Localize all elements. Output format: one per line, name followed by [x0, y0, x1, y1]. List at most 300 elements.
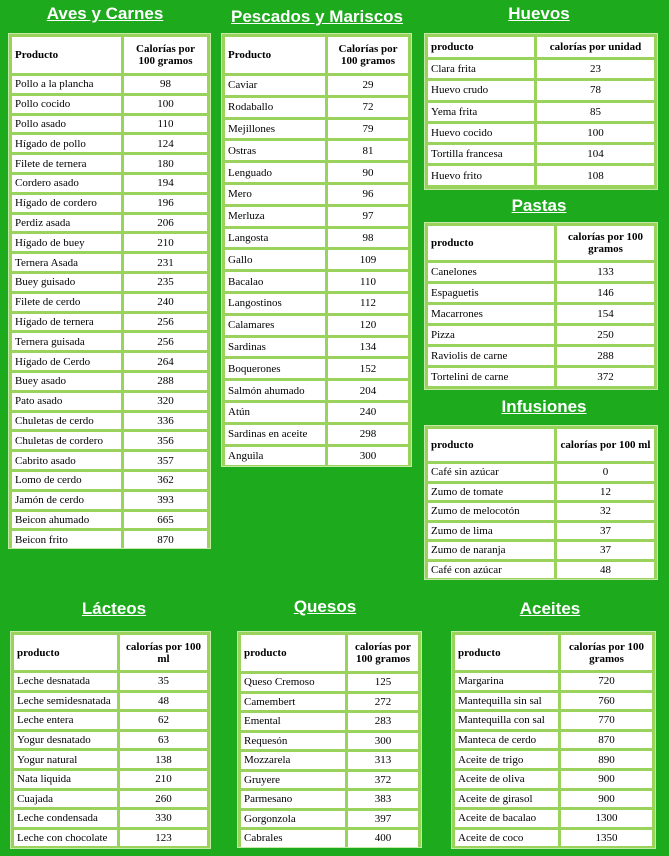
product-name: Camembert [241, 694, 345, 711]
table-header-row [428, 37, 654, 57]
table-row [225, 272, 408, 291]
table-row [225, 338, 408, 357]
product-name: Aceite de coco [455, 830, 558, 847]
table-header-row [428, 429, 654, 461]
calorie-value: 0 [557, 464, 654, 481]
calorie-value: 393 [124, 492, 207, 509]
product-name: Gallo [225, 250, 325, 269]
calorie-table-lacteos [11, 632, 210, 849]
calorie-value: 32 [557, 503, 654, 520]
header-product: Producto [12, 37, 121, 73]
calorie-value: 62 [120, 712, 207, 729]
table-row [225, 207, 408, 226]
product-name: Canelones [428, 263, 554, 281]
calorie-value: 78 [537, 81, 654, 99]
product-name: Buey asado [12, 373, 121, 390]
product-name: Merluza [225, 207, 325, 226]
calorie-value: 770 [561, 712, 652, 729]
table-panel-quesos [237, 631, 422, 848]
header-calories: calorías por 100 ml [120, 635, 207, 670]
product-name: Nata liquida [14, 771, 117, 788]
table-row [225, 163, 408, 182]
table-row [428, 166, 654, 184]
table-panel-aceites [451, 631, 656, 849]
product-name: Mejillones [225, 120, 325, 139]
product-name: Lenguado [225, 163, 325, 182]
product-name: Zumo de tomate [428, 484, 554, 501]
table-row [14, 771, 207, 788]
table-row [225, 141, 408, 160]
table-row [225, 447, 408, 466]
header-product: producto [241, 635, 345, 671]
calorie-value: 154 [557, 305, 654, 323]
calorie-value: 210 [120, 771, 207, 788]
product-name: Zumo de naranja [428, 542, 554, 559]
table-header-row [12, 37, 207, 73]
table-row [241, 713, 418, 730]
table-row [12, 413, 207, 430]
calorie-table-huevos [425, 34, 657, 188]
calorie-value: 283 [348, 713, 418, 730]
table-row [428, 503, 654, 520]
header-product: producto [14, 635, 117, 670]
product-name: Hígado de Cerdo [12, 353, 121, 370]
product-name: Queso Cremoso [241, 674, 345, 691]
table-row [428, 347, 654, 365]
table-row [12, 393, 207, 410]
product-name: Aceite de trigo [455, 751, 558, 768]
table-row [241, 772, 418, 789]
table-row [428, 305, 654, 323]
calorie-value: 900 [561, 791, 652, 808]
calorie-table-aves [9, 34, 210, 551]
section-title-infusiones: Infusiones [501, 397, 587, 416]
calorie-value: 37 [557, 542, 654, 559]
product-name: Mero [225, 185, 325, 204]
calorie-value: 100 [124, 96, 207, 113]
table-row [225, 76, 408, 95]
table-row [455, 673, 652, 690]
table-header-row [241, 635, 418, 671]
product-name: Cuajada [14, 791, 117, 808]
calorie-value: 400 [348, 830, 418, 847]
calorie-value: 112 [328, 294, 408, 313]
product-name: Zumo de lima [428, 523, 554, 540]
product-name: Rodaballo [225, 98, 325, 117]
product-name: Manteca de cerdo [455, 732, 558, 749]
calorie-value: 240 [124, 294, 207, 311]
header-calories: calorías por 100 ml [557, 429, 654, 461]
calorie-value: 79 [328, 120, 408, 139]
calorie-value: 134 [328, 338, 408, 357]
table-row [455, 732, 652, 749]
calorie-value: 300 [328, 447, 408, 466]
product-name: Anguila [225, 447, 325, 466]
table-row [225, 359, 408, 378]
section-title-aceites: Aceites [519, 599, 581, 618]
table-row [12, 353, 207, 370]
product-name: Gruyere [241, 772, 345, 789]
table-row [14, 673, 207, 690]
calorie-value: 104 [537, 145, 654, 163]
product-name: Gorgonzola [241, 811, 345, 828]
calorie-value: 313 [348, 752, 418, 769]
product-name: Perdiz asada [12, 215, 121, 232]
calorie-value: 256 [124, 333, 207, 350]
calorie-value: 23 [537, 60, 654, 78]
table-row [12, 76, 207, 93]
product-name: Yogur natural [14, 751, 117, 768]
product-name: Langostinos [225, 294, 325, 313]
section-title-pescados: Pescados y Mariscos [231, 7, 403, 26]
table-row [428, 464, 654, 481]
product-name: Leche semidesnatada [14, 693, 117, 710]
table-row [241, 752, 418, 769]
product-name: Pollo a la plancha [12, 76, 121, 93]
product-name: Leche con chocolate [14, 830, 117, 847]
table-row [455, 791, 652, 808]
header-product: producto [428, 37, 534, 57]
calorie-value: 180 [124, 155, 207, 172]
header-calories: Calorías por 100 gramos [124, 37, 207, 73]
table-header-row [14, 635, 207, 670]
product-name: Lomo de cerdo [12, 472, 121, 489]
table-row [12, 373, 207, 390]
product-name: Chuletas de cerdo [12, 413, 121, 430]
calorie-value: 300 [348, 733, 418, 750]
product-name: Beicon frito [12, 531, 121, 548]
table-row [428, 368, 654, 386]
calorie-table-pescados [222, 34, 411, 468]
calorie-value: 48 [120, 693, 207, 710]
section-title-huevos: Huevos [508, 4, 570, 23]
calorie-value: 900 [561, 771, 652, 788]
product-name: Raviolis de carne [428, 347, 554, 365]
header-product: Producto [225, 37, 325, 73]
product-name: Pollo cocido [12, 96, 121, 113]
product-name: Cabrito asado [12, 452, 121, 469]
calorie-table-quesos [238, 632, 421, 850]
table-header-row [428, 226, 654, 260]
table-row [14, 751, 207, 768]
product-name: Pato asado [12, 393, 121, 410]
table-row [12, 314, 207, 331]
calorie-value: 72 [328, 98, 408, 117]
calorie-value: 100 [537, 124, 654, 142]
calorie-value: 108 [537, 166, 654, 184]
product-name: Hígado de ternera [12, 314, 121, 331]
header-calories: Calorías por 100 gramos [328, 37, 408, 73]
section-title-lacteos: Lácteos [81, 599, 147, 618]
table-row [225, 381, 408, 400]
calorie-value: 870 [561, 732, 652, 749]
table-row [12, 472, 207, 489]
product-name: Beicon ahumado [12, 512, 121, 529]
table-row [225, 425, 408, 444]
product-name: Requesón [241, 733, 345, 750]
table-row [12, 195, 207, 212]
product-name: Atún [225, 403, 325, 422]
table-row [12, 492, 207, 509]
table-row [14, 810, 207, 827]
header-product: producto [455, 635, 558, 670]
calorie-value: 98 [328, 229, 408, 248]
table-row [12, 155, 207, 172]
product-name: Tortilla francesa [428, 145, 534, 163]
table-header-row [455, 635, 652, 670]
product-name: Espaguetis [428, 284, 554, 302]
calorie-value: 48 [557, 562, 654, 579]
table-row [241, 811, 418, 828]
table-row [12, 116, 207, 133]
calorie-value: 357 [124, 452, 207, 469]
table-row [12, 432, 207, 449]
calorie-value: 146 [557, 284, 654, 302]
table-row [428, 562, 654, 579]
table-row [12, 135, 207, 152]
product-name: Pizza [428, 326, 554, 344]
table-row [428, 81, 654, 99]
product-name: Bacalao [225, 272, 325, 291]
calorie-value: 372 [557, 368, 654, 386]
calorie-value: 665 [124, 512, 207, 529]
calorie-value: 362 [124, 472, 207, 489]
table-row [12, 175, 207, 192]
product-name: Parmesano [241, 791, 345, 808]
table-row [455, 693, 652, 710]
calorie-value: 890 [561, 751, 652, 768]
calorie-value: 210 [124, 234, 207, 251]
product-name: Leche entera [14, 712, 117, 729]
calorie-value: 133 [557, 263, 654, 281]
calorie-value: 196 [124, 195, 207, 212]
header-product: producto [428, 226, 554, 260]
product-name: Jamón de cerdo [12, 492, 121, 509]
calorie-value: 204 [328, 381, 408, 400]
table-row [12, 96, 207, 113]
table-row [455, 712, 652, 729]
calorie-value: 235 [124, 274, 207, 291]
product-name: Sardinas [225, 338, 325, 357]
calorie-value: 720 [561, 673, 652, 690]
header-calories: calorías por 100 gramos [557, 226, 654, 260]
calorie-value: 98 [124, 76, 207, 93]
product-name: Ostras [225, 141, 325, 160]
table-row [455, 751, 652, 768]
table-row [428, 145, 654, 163]
calorie-value: 256 [124, 314, 207, 331]
product-name: Sardinas en aceite [225, 425, 325, 444]
table-row [225, 185, 408, 204]
calorie-value: 85 [537, 103, 654, 121]
calorie-value: 397 [348, 811, 418, 828]
header-calories: calorías por unidad [537, 37, 654, 57]
product-name: Salmón ahumado [225, 381, 325, 400]
table-row [455, 810, 652, 827]
product-name: Emental [241, 713, 345, 730]
table-row [12, 512, 207, 529]
table-row [428, 284, 654, 302]
table-row [12, 333, 207, 350]
product-name: Café sin azúcar [428, 464, 554, 481]
product-name: Langosta [225, 229, 325, 248]
product-name: Huevo cocido [428, 124, 534, 142]
product-name: Aceite de bacalao [455, 810, 558, 827]
calorie-value: 288 [124, 373, 207, 390]
calorie-value: 1350 [561, 830, 652, 847]
table-row [428, 103, 654, 121]
product-name: Cordero asado [12, 175, 121, 192]
product-name: Mozzarela [241, 752, 345, 769]
product-name: Aceite de girasol [455, 791, 558, 808]
table-row [14, 693, 207, 710]
calorie-value: 240 [328, 403, 408, 422]
product-name: Buey guisado [12, 274, 121, 291]
product-name: Cabrales [241, 830, 345, 847]
table-row [428, 523, 654, 540]
product-name: Filete de cerdo [12, 294, 121, 311]
product-name: Yema frita [428, 103, 534, 121]
product-name: Tortelini de carne [428, 368, 554, 386]
product-name: Boquerones [225, 359, 325, 378]
table-row [428, 326, 654, 344]
product-name: Zumo de melocotón [428, 503, 554, 520]
product-name: Chuletas de cordero [12, 432, 121, 449]
calorie-value: 320 [124, 393, 207, 410]
table-row [225, 316, 408, 335]
section-title-quesos: Quesos [293, 597, 357, 616]
product-name: Margarina [455, 673, 558, 690]
product-name: Caviar [225, 76, 325, 95]
product-name: Hígado de buey [12, 234, 121, 251]
product-name: Yogur desnatado [14, 732, 117, 749]
product-name: Leche desnatada [14, 673, 117, 690]
calorie-value: 123 [120, 830, 207, 847]
table-row [241, 733, 418, 750]
calorie-value: 90 [328, 163, 408, 182]
calorie-value: 96 [328, 185, 408, 204]
product-name: Café con azúcar [428, 562, 554, 579]
calorie-value: 35 [120, 673, 207, 690]
table-row [225, 250, 408, 269]
table-row [12, 234, 207, 251]
table-row [14, 830, 207, 847]
header-calories: calorías por 100 gramos [561, 635, 652, 670]
calorie-value: 336 [124, 413, 207, 430]
table-row [12, 215, 207, 232]
product-name: Hígado de pollo [12, 135, 121, 152]
header-product: producto [428, 429, 554, 461]
table-row [241, 791, 418, 808]
table-row [14, 732, 207, 749]
calorie-value: 250 [557, 326, 654, 344]
table-row [428, 263, 654, 281]
product-name: Ternera Asada [12, 254, 121, 271]
product-name: Clara frita [428, 60, 534, 78]
product-name: Hígado de cordero [12, 195, 121, 212]
table-row [225, 294, 408, 313]
calorie-value: 12 [557, 484, 654, 501]
product-name: Ternera guisada [12, 333, 121, 350]
product-name: Macarrones [428, 305, 554, 323]
calorie-value: 760 [561, 693, 652, 710]
calorie-value: 194 [124, 175, 207, 192]
calorie-value: 110 [124, 116, 207, 133]
calorie-value: 110 [328, 272, 408, 291]
calorie-value: 231 [124, 254, 207, 271]
calorie-value: 870 [124, 531, 207, 548]
calorie-value: 152 [328, 359, 408, 378]
calorie-value: 206 [124, 215, 207, 232]
calorie-value: 124 [124, 135, 207, 152]
table-row [225, 403, 408, 422]
calorie-value: 81 [328, 141, 408, 160]
calorie-value: 120 [328, 316, 408, 335]
table-row [428, 542, 654, 559]
table-row [14, 712, 207, 729]
calorie-value: 372 [348, 772, 418, 789]
table-row [428, 124, 654, 142]
calorie-value: 288 [557, 347, 654, 365]
product-name: Mantequilla con sal [455, 712, 558, 729]
calorie-value: 125 [348, 674, 418, 691]
table-panel-huevos [424, 33, 658, 190]
product-name: Mantequilla sin sal [455, 693, 558, 710]
calorie-table-aceites [452, 632, 655, 849]
table-row [241, 694, 418, 711]
product-name: Aceite de oliva [455, 771, 558, 788]
calorie-value: 272 [348, 694, 418, 711]
product-name: Huevo frito [428, 166, 534, 184]
table-panel-pastas [424, 222, 658, 390]
calorie-value: 37 [557, 523, 654, 540]
calorie-value: 109 [328, 250, 408, 269]
calorie-value: 356 [124, 432, 207, 449]
calorie-value: 97 [328, 207, 408, 226]
table-panel-lacteos [10, 631, 211, 849]
calorie-value: 260 [120, 791, 207, 808]
calorie-value: 1300 [561, 810, 652, 827]
table-row [225, 98, 408, 117]
table-row [12, 274, 207, 291]
table-row [14, 791, 207, 808]
table-row [225, 120, 408, 139]
table-row [428, 484, 654, 501]
calorie-table-pastas [425, 223, 657, 389]
table-panel-aves [8, 33, 211, 549]
calorie-value: 29 [328, 76, 408, 95]
table-row [12, 531, 207, 548]
calorie-value: 264 [124, 353, 207, 370]
table-row [241, 674, 418, 691]
calorie-value: 138 [120, 751, 207, 768]
calorie-value: 383 [348, 791, 418, 808]
table-row [241, 830, 418, 847]
table-panel-infusiones [424, 425, 658, 580]
product-name: Calamares [225, 316, 325, 335]
header-calories: calorías por 100 gramos [348, 635, 418, 671]
calorie-value: 298 [328, 425, 408, 444]
calorie-value: 63 [120, 732, 207, 749]
table-row [12, 452, 207, 469]
table-panel-pescados [221, 33, 412, 467]
calorie-table-infusiones [425, 426, 657, 581]
table-row [225, 229, 408, 248]
table-row [12, 294, 207, 311]
section-title-aves: Aves y Carnes [46, 4, 164, 23]
table-header-row [225, 37, 408, 73]
product-name: Huevo crudo [428, 81, 534, 99]
